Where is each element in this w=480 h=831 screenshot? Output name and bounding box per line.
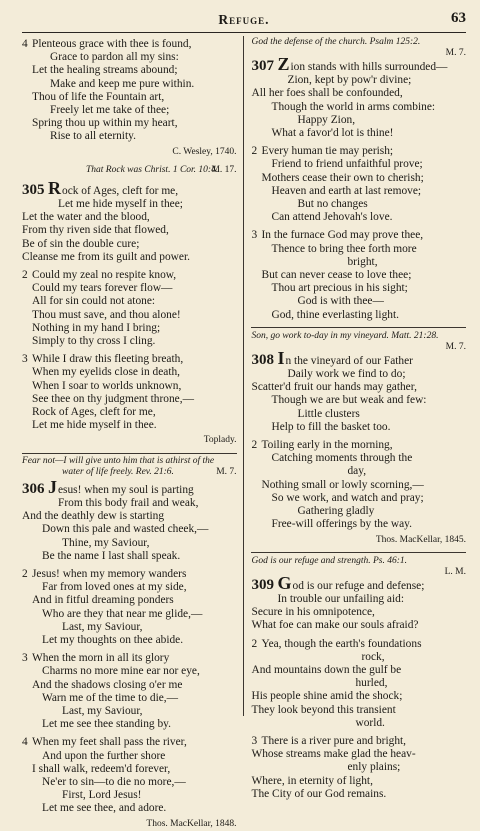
meter: M. 7. — [445, 48, 466, 58]
hymn-caption: God the defense of the church. Psalm 125:2. — [251, 37, 421, 47]
verse: 2 Yea, though the earth's foundations rock, And mountains down the gulf be hurled, His people shine amid the shock; They look beyond this transient world. — [251, 637, 422, 729]
verse: 3 While I draw this fleeting breath, When my eyelids close in death, When I soar to worlds unknown, See thee on thy judgment throne,— Rock of Ages, cleft for me, Let me hide myself in thee. Toplady. — [22, 353, 237, 447]
meter: M. 7. — [216, 466, 237, 477]
author-credit: Thos. MacKellar, 1848. — [146, 818, 237, 829]
two-column-body — [22, 36, 466, 829]
verse: 4 When my feet shall pass the river, And upon the further shore I shall walk, redeem'd forever, Ne'er to sin—to die no more,— First, Lord Jesus! Let me see thee, and adore. Thos. MacKellar, 1848. — [22, 736, 237, 830]
verse: 3 In the furnace God may prove thee, Thence to bring thee forth more bright, But can never cease to love thee; Thou art precious in his sight; God is with thee— God, thine everlasting light. — [251, 229, 424, 321]
right-column — [243, 36, 466, 800]
meter: L. M. — [444, 566, 466, 577]
page-number: 63 — [451, 10, 466, 26]
page-title: Refuge. — [218, 12, 270, 27]
divider — [251, 552, 466, 553]
hymn-caption: Fear not—I will give unto him that is athirst of the water of life freely. Rev. 21:6. M. 7. — [22, 455, 237, 477]
hymn-number: 307 — [251, 58, 274, 74]
drop-cap: R — [48, 177, 61, 198]
divider — [22, 453, 237, 454]
verse: 2 Toiling early in the morning, Catching moments through the day, Nothing small or lowly scorning,— So we work, and watch and pray; Gathering gladly Free-will offerings by the way. Thos. MacKellar, 1845. — [251, 439, 466, 547]
verse: 3 There is a river pure and bright, Whose streams make glad the heav- enly plains; Where, in eternity of light, The City of our God remains. — [251, 734, 416, 800]
hymn-caption: That Rock was Christ. 1 Cor. 10:4. M. 17. — [86, 164, 237, 175]
verse: 2 Could my zeal no respite know, Could my tears forever flow— All for sin could not atone: Thou must save, and thou alone! Nothing in my hand I bring; Simply to thy cross I cling. — [22, 269, 181, 348]
hymn-number: 308 — [251, 351, 274, 368]
left-column — [22, 36, 243, 829]
verse: 2 Jesus! when my memory wanders Far from loved ones at my side, And in fitful dreaming ponders Who are they that near me glide,— Last, my Saviour, Let my thoughts on thee abide. — [22, 567, 203, 646]
hymn-306: 306 Jesus! when my soul is parting From this body frail and weak, And the deathly dew is starting Down this pale and wasted cheek,— Thine, my Saviour, Be the name I last shall speak. — [22, 476, 209, 562]
verse: 3 When the morn in all its glory Charms no more mine ear nor eye, And the shadows closing o'er me Warn me of the time to die,— Last, my Saviour, Let me see thee standing by. — [22, 652, 200, 731]
hymn-305: 305 Rock of Ages, cleft for me, Let me hide myself in thee; Let the water and the blood, From thy riven side that flowed, Be of sin the double cure; Cleanse me from its guilt and power. — [22, 177, 190, 263]
running-head — [22, 10, 466, 33]
drop-cap: I — [277, 347, 285, 368]
meter: M. 17. — [211, 164, 237, 175]
author-credit: Toplady. — [203, 435, 237, 446]
hymn-309: 309 God is our refuge and defense; In trouble our unfailing aid: Secure in his omnipotence, What foe can make our souls afraid? — [251, 572, 425, 632]
divider — [251, 327, 466, 328]
hymn-caption: God is our refuge and strength. Ps. 46:1. — [251, 555, 407, 566]
author-credit: Thos. MacKellar, 1845. — [375, 534, 466, 545]
drop-cap: G — [277, 572, 292, 593]
hymn-number: 309 — [251, 576, 274, 593]
verse: 2 Every human tie may perish; Friend to friend unfaithful prove; Mothers cease their own to cherish; Heaven and earth at last remove; But no changes Can attend Jehovah's love. — [251, 145, 424, 224]
hymn-308: 308 In the vineyard of our Father Daily work we find to do; Scatter'd fruit our hands may gather, Though we are but weak and few: Little clusters Help to fill the basket too. — [251, 347, 427, 433]
author-credit: C. Wesley, 1740. — [172, 146, 237, 157]
hymn-304-verse-4: 4 Plenteous grace with thee is found, Grace to pardon all my sins: Let the healing streams abound; Make and keep me pure within. Thou of life the Fountain art, Freely let me take of thee; Spring thou up within my heart, Rise to all eternity. C. Wesley, 1740. — [22, 38, 237, 159]
hymn-caption: Son, go work to-day in my vineyard. Matt. 21:28. — [251, 330, 439, 341]
hymn-number: 306 — [22, 480, 45, 497]
hymn-307: 307 Zion stands with hills surrounded— Zion, kept by pow'r divine; All her foes shall be confounded, Though the world in arms combine: Happy Zion, What a favor'd lot is thine! — [251, 54, 448, 140]
meter: M. 7. — [445, 341, 466, 352]
drop-cap: J — [48, 476, 57, 497]
drop-cap: Z — [277, 54, 290, 74]
hymn-number: 305 — [22, 181, 45, 198]
